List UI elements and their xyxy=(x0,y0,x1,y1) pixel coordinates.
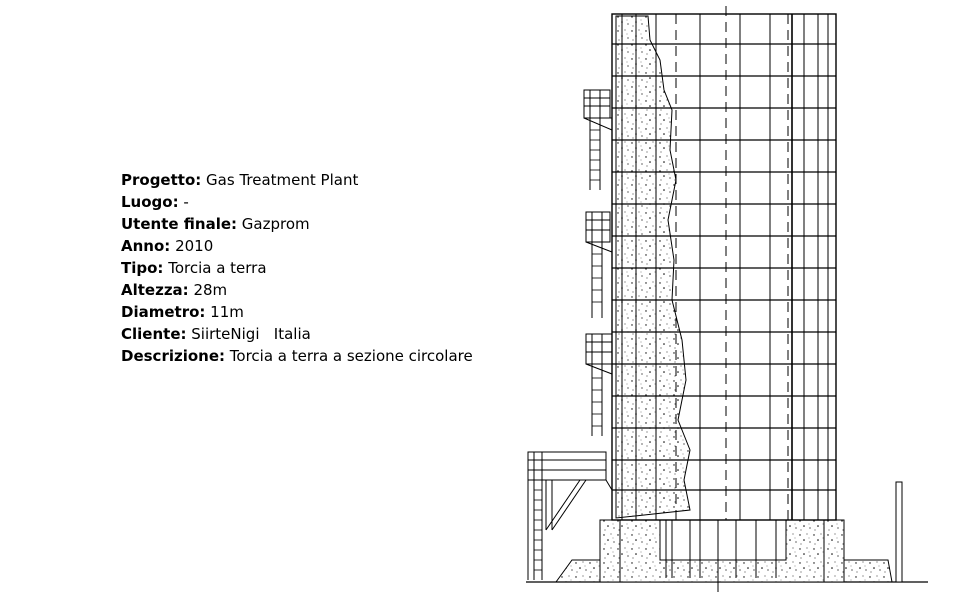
spec-value: - xyxy=(183,193,189,211)
spec-value: Gazprom xyxy=(241,215,310,233)
spec-value: Gas Treatment Plant xyxy=(206,171,359,189)
spec-key: Tipo: xyxy=(121,259,164,277)
spec-key: Anno: xyxy=(121,237,171,255)
spec-value: Torcia a terra a sezione circolare xyxy=(229,347,473,365)
platform-lower xyxy=(586,334,612,436)
spec-value: 2010 xyxy=(175,237,214,255)
spec-value: 28m xyxy=(193,281,228,299)
spec-key: Descrizione: xyxy=(121,347,226,365)
spec-key: Cliente: xyxy=(121,325,187,343)
spec-key: Luogo: xyxy=(121,193,179,211)
spec-key: Diametro: xyxy=(121,303,206,321)
stair-rungs xyxy=(534,490,542,570)
side-post xyxy=(896,482,902,582)
spec-key: Progetto: xyxy=(121,171,202,189)
spec-value: Torcia a terra xyxy=(168,259,267,277)
spec-key: Altezza: xyxy=(121,281,189,299)
spec-value: 11m xyxy=(210,303,244,321)
spec-value: SiirteNigi Italia xyxy=(191,325,311,343)
spec-key: Utente finale: xyxy=(121,215,238,233)
